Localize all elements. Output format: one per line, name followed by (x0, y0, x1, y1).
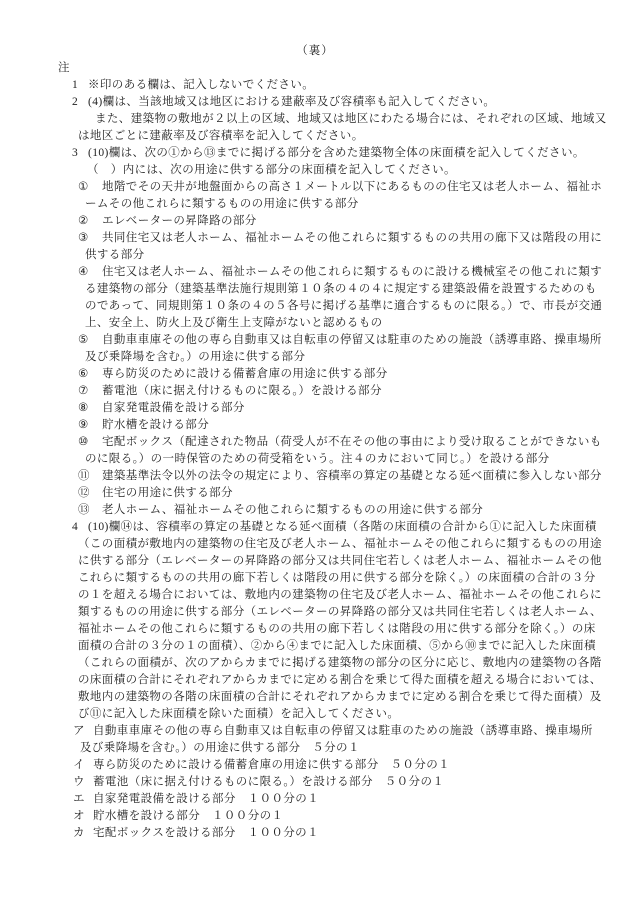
line-text: また、建築物の敷地が２以上の区域、地域又は地区にわたる場合には、それぞれの区域、地域又 (95, 113, 607, 125)
item-label: ⑧ (78, 402, 89, 414)
doc-line-item-⑦ (0, 383, 630, 400)
doc-line (0, 128, 630, 145)
doc-line (0, 247, 630, 264)
doc-line (0, 689, 630, 706)
doc-line-item-ア (0, 723, 630, 740)
doc-line-item-⑧ (0, 400, 630, 417)
line-text: 及び乗降場を含む。）の用途に供する部分 ５分の１ (80, 742, 360, 754)
item-label: ④ (78, 266, 89, 278)
doc-line-item-⑩ (0, 434, 630, 451)
document-body (0, 60, 630, 842)
doc-line (0, 570, 630, 587)
line-text: 面積の合計の３分の１の面積）、②から④までに記入した床面積、⑤から⑩までに記入した床面積 (78, 640, 596, 652)
doc-line (0, 604, 630, 621)
item-label: ⑥ (78, 368, 89, 380)
doc-line (0, 451, 630, 468)
item-label: 3 (72, 147, 79, 159)
doc-line-item-⑪ (0, 468, 630, 485)
doc-line-item-1 (0, 77, 630, 94)
doc-line (0, 60, 630, 77)
item-label: ⑬ (78, 504, 90, 516)
line-text: 福祉ホームその他これらに類するものの共用の廊下若しくは階段の用に供する部分を除く。）の床 (78, 623, 596, 635)
line-text: 宅配ボックスを設ける部分 １００分の１ (93, 827, 319, 839)
doc-line-item-⑨ (0, 417, 630, 434)
item-label: 4 (72, 521, 79, 533)
item-label: ⑪ (78, 470, 90, 482)
line-text: のであって、同規則第１０条の４の５各号に掲げる基準に適合するものに限る。）で、市長が交通 (85, 300, 603, 312)
line-text: ームその他これらに類するものの用途に供する部分 (85, 198, 359, 210)
line-text: （この面積が敷地内の建築物の住宅及び老人ホーム、福祉ホームその他これらに類するものの用途 (78, 538, 602, 550)
doc-line-item-カ (0, 825, 630, 842)
line-text: 自動車車庫その他の専ら自動車又は自転車の停留又は駐車のための施設（誘導車路、操車場所 (102, 334, 602, 346)
line-text: 貯水槽を設ける部分 (102, 419, 210, 431)
line-text: 専ら防災のために設ける備蓄倉庫の用途に供する部分 ５０分の１ (93, 759, 450, 771)
item-label: ⑫ (78, 487, 90, 499)
line-text: び⑪に記入した床面積を除いた面積）を記入してください。 (78, 708, 400, 720)
doc-line (0, 706, 630, 723)
line-text: る建築物の部分（建築基準法施行規則第１０条の４の４に規定する建築設備を設置するためのも (85, 283, 597, 295)
doc-line (0, 553, 630, 570)
line-text: 専ら防災のために設ける備蓄倉庫の用途に供する部分 (102, 368, 388, 380)
line-text: (10)欄は、次の①から⑬までに掲げる部分を含めた建築物全体の床面積を記入してください。 (88, 147, 585, 159)
doc-line (0, 349, 630, 366)
doc-line-item-4 (0, 519, 630, 536)
item-label: オ (73, 810, 85, 822)
doc-line-item-④ (0, 264, 630, 281)
doc-line-item-オ (0, 808, 630, 825)
line-text: は地区ごとに建蔽率及び容積率を記入してください。 (78, 130, 364, 142)
line-text: 蓄電池（床に据え付けるものに限る。）を設ける部分 (102, 385, 382, 397)
line-text: に供する部分（エレベーターの昇降路の部分又は共同住宅若しくは老人ホーム、福祉ホームその他 (78, 555, 602, 567)
doc-line (0, 672, 630, 689)
item-label: ⑤ (78, 334, 89, 346)
doc-line (0, 298, 630, 315)
line-text: (4)欄は、当該地域又は地区における建蔽率及び容積率も記入してください。 (88, 96, 496, 108)
doc-line (0, 655, 630, 672)
item-label: エ (73, 793, 85, 805)
item-label: ⑩ (78, 436, 89, 448)
item-label: カ (73, 827, 85, 839)
doc-line (0, 536, 630, 553)
item-label: ウ (73, 776, 85, 788)
line-text: 敷地内の建築物の各階の床面積の合計にそれぞれアからカまでに定める割合を乗じて得た面積）及 (78, 691, 602, 703)
doc-line (0, 111, 630, 128)
line-text: エレベーターの昇降路の部分 (102, 215, 257, 227)
line-text: 共同住宅又は老人ホーム、福祉ホームその他これらに類するものの共用の廊下又は階段の用に (102, 232, 603, 244)
line-text: 住宅又は老人ホーム、福祉ホームその他これらに類するものに設ける機械室その他これに類す (102, 266, 603, 278)
line-text: 貯水槽を設ける部分 １００分の１ (93, 810, 284, 822)
line-text: 供する部分 (85, 249, 145, 261)
doc-line (0, 638, 630, 655)
doc-line (0, 281, 630, 298)
doc-line-item-③ (0, 230, 630, 247)
item-label: 1 (72, 79, 79, 91)
line-text: 自動車車庫その他の専ら自動車又は自転車の停留又は駐車のための施設（誘導車路、操車場所 (93, 725, 593, 737)
line-text: 老人ホーム、福祉ホームその他これらに類するものの用途に供する部分 (102, 504, 484, 516)
line-text: の１を超える場合においては、敷地内の建築物の住宅及び老人ホーム、福祉ホームその他これらに (78, 589, 602, 601)
item-label: ③ (78, 232, 89, 244)
doc-line (0, 621, 630, 638)
doc-line (0, 315, 630, 332)
doc-line (0, 196, 630, 213)
page-title: （裏） (296, 45, 334, 57)
line-text: （ ）内には、次の用途に供する部分の床面積を記入してください。 (87, 164, 456, 176)
doc-line-item-ウ (0, 774, 630, 791)
doc-line-item-⑬ (0, 502, 630, 519)
item-label: ⑨ (78, 419, 89, 431)
doc-line-item-イ (0, 757, 630, 774)
line-text: 蓄電池（床に据え付けるものに限る。）を設ける部分 ５０分の１ (93, 776, 445, 788)
line-text: 類するものの用途に供する部分（エレベーターの昇降路の部分又は共同住宅若しくは老人ホーム、 (78, 606, 602, 618)
doc-line-item-⑫ (0, 485, 630, 502)
line-text: 自家発電設備を設ける部分 (102, 402, 245, 414)
line-text: (10)欄⑭は、容積率の算定の基礎となる延べ面積（各階の床面積の合計から①に記入した床面積 (88, 521, 597, 533)
line-text: 自家発電設備を設ける部分 １００分の１ (93, 793, 320, 805)
doc-line (0, 587, 630, 604)
line-text: 宅配ボックス（配達された物品（荷受人が不在その他の事由により受け取ることができないも (102, 436, 602, 448)
line-text: 上、安全上、防火上及び衛生上支障がないと認めるもの (85, 317, 383, 329)
item-label: ① (78, 181, 89, 193)
doc-line-item-⑤ (0, 332, 630, 349)
item-label: ② (78, 215, 89, 227)
doc-line-item-3 (0, 145, 630, 162)
doc-line (0, 162, 630, 179)
line-text: 建築基準法令以外の法令の規定により、容積率の算定の基礎となる延べ面積に参入しない部分 (102, 470, 602, 482)
line-text: 注 (58, 62, 70, 74)
line-text: ※印のある欄は、記入しないでください。 (88, 79, 315, 91)
line-text: のに限る。）の一時保管のための荷受箱をいう。注４のカにおいて同じ。）を設ける部分 (85, 453, 550, 465)
line-text: の床面積の合計にそれぞれアからカまでに定める割合を乗じて得た面積を超える場合においては、 (78, 674, 602, 686)
item-label: ⑦ (78, 385, 89, 397)
line-text: 地階でその天井が地盤面からの高さ１メートル以下にあるものの住宅又は老人ホーム、福祉ホ (102, 181, 603, 193)
doc-line-item-① (0, 179, 630, 196)
line-text: これらに類するものの共用の廊下若しくは階段の用に供する部分を除く。）の床面積の合計の３分 (78, 572, 596, 584)
doc-line (0, 740, 630, 757)
doc-line-item-② (0, 213, 630, 230)
doc-line-item-2 (0, 94, 630, 111)
line-text: 及び乗降場を含む。）の用途に供する部分 (85, 351, 306, 363)
line-text: （これらの面積が、次のアからカまでに掲げる建築物の部分の区分に応じ、敷地内の建築物の各階 (78, 657, 602, 669)
item-label: 2 (72, 96, 79, 108)
item-label: ア (73, 725, 85, 737)
doc-line-item-⑥ (0, 366, 630, 383)
line-text: 住宅の用途に供する部分 (102, 487, 233, 499)
item-label: イ (73, 759, 85, 771)
doc-line-item-エ (0, 791, 630, 808)
